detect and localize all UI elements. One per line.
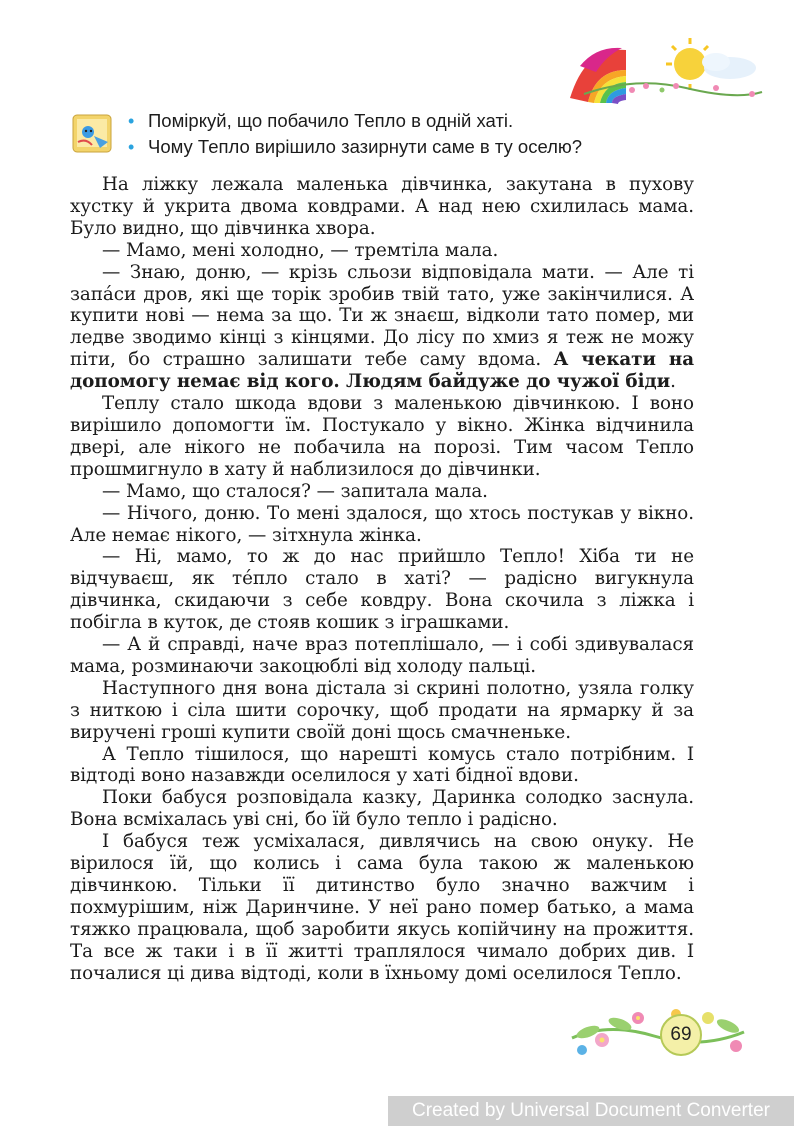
paragraph: Наступного дня вона дістала зі скрині полотно, узяла голку з ниткою і сіла шити сорочку, щоб продати на ярмарку й за виручені гроші купити своїй доні щось смачненьке.: [70, 677, 694, 743]
task-item: • Чому Тепло вирішило зазирнути саме в ту оселю?: [126, 134, 582, 160]
paragraph: — Мамо, мені холодно, — тремтіла мала.: [102, 239, 499, 261]
task-notebook-icon: [70, 112, 116, 156]
paragraph: — Ні, мамо, то ж до нас прийшло Тепло! Хіба ти не відчуваєш, як те́пло стало в хаті? — радісно вигукнула дівчинка, скидаючи з себе ковдру. Вона скочила з ліжка і побігла в куток, де стояв кошик з іграшками.: [70, 546, 694, 634]
paragraph: — А й справді, наче враз потеплішало, — і собі здивувалася мама, розминаючи закоцюблі від холоду пальці.: [70, 634, 694, 677]
bold-phrase: А чекати на допомогу немає від кого. Людям байдуже до чужої біди: [70, 349, 695, 393]
paragraph-text: — Знаю, доню, — крізь сльози відповідала мати. — Але ті запа́си дров, які ще торік зробив твій тато, уже закінчилися. А купити нові — нема за що. Ти ж знаєш, відколи тато помер, ми ледве зводимо кінці з кінцями. До лісу по хмиз я теж не можу піти, бо страшно залишати тебе саму вдома.: [70, 261, 694, 371]
paragraph: І бабуся теж усміхалася, дивлячись на свою онуку. Не вірилося їй, що колись і сама була такою ж маленькою дівчинкою. Тільки її дитинство було значно важчим і похмурішим, ніж Даринчине. У неї рано помер батько, а мама тяжко працювала, щоб заробити якусь копійчину на прожиття. Та все ж таки і в її житті траплялося чимало добрих див. І почалися ці дива відтоді, коли в їхньому домі оселилося Тепло.: [70, 831, 694, 984]
paragraph: — Мамо, що сталося? — запитала мала.: [102, 480, 488, 502]
paragraph-end: .: [670, 371, 676, 393]
task-item: • Поміркуй, що побачило Тепло в одній хаті.: [126, 108, 582, 134]
paragraph: А Тепло тішилося, що нарешті комусь стало потрібним. І відтоді воно назавжди оселилося у хаті бідної вдови.: [70, 743, 694, 787]
paragraph: Поки бабуся розповідала казку, Даринка солодко заснула. Вона всміхалась уві сні, бо їй було тепло і радісно.: [70, 787, 694, 831]
story-text: [70, 174, 694, 985]
paragraph: На ліжку лежала маленька дівчинка, закутана в пухову хустку й укрита двома ковдрами. А над нею схилилась мама. Було видно, що дівчинка хвора.: [70, 174, 694, 239]
flower-decoration: [568, 1002, 748, 1058]
paragraph: Теплу стало шкода вдови з маленькою дівчинкою. І воно вирішило допомогти їм. Постукало у вікно. Жінка відчинила двері, але нікого не побачила на порозі. Тим часом Тепло прошмигнуло в хату й наблизилося до дівчинки.: [70, 393, 694, 480]
task-list: [126, 108, 582, 160]
rainbow-sun-decoration: [566, 36, 766, 106]
page-number: 69: [660, 1014, 702, 1056]
paragraph: [70, 262, 694, 393]
paragraph: — Нічого, доню. То мені здалося, що хтось постукав у вікно. Але немає нікого, — зітхнула жінка.: [70, 502, 694, 546]
watermark: Created by Universal Document Converter: [388, 1096, 794, 1126]
